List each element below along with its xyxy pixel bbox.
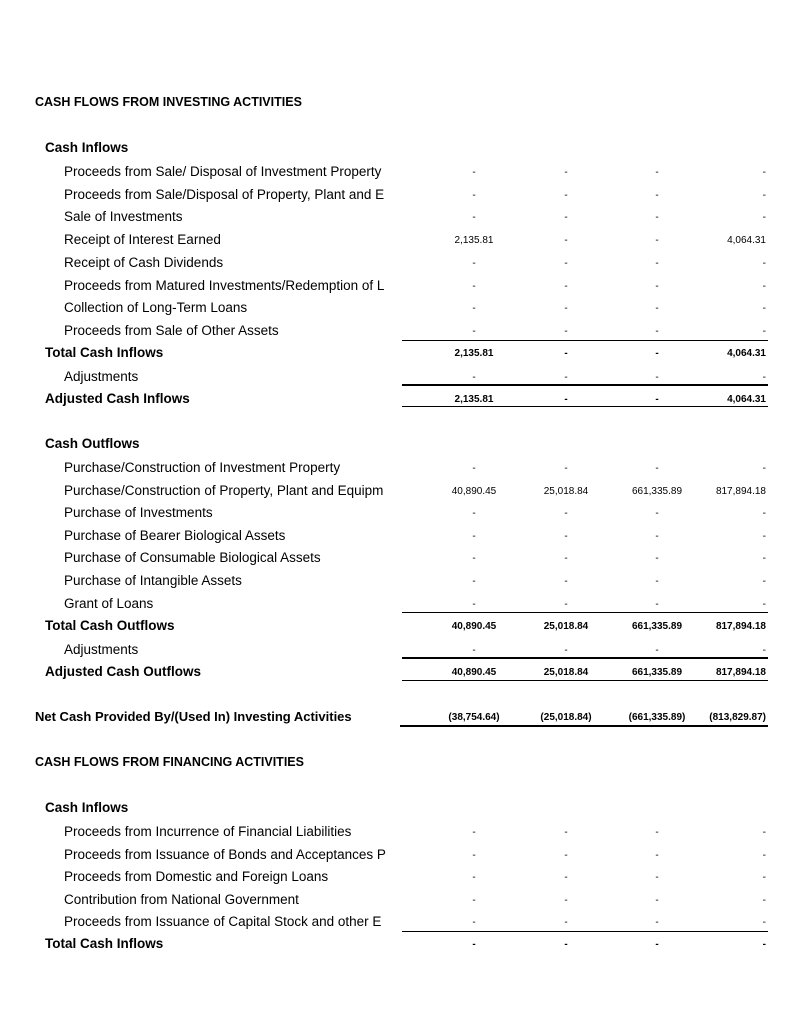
investing-outflows-total-row <box>0 615 788 637</box>
value-col-1: - <box>472 576 476 587</box>
value-col-2: - <box>564 325 568 337</box>
value-col-2: - <box>564 598 568 610</box>
value-col-1: 40,890.45 <box>451 621 497 632</box>
row-label: Contribution from National Government <box>64 891 299 907</box>
row-label: Adjusted Cash Inflows <box>45 391 190 406</box>
value-col-3: - <box>655 872 659 884</box>
value-col-1: - <box>472 508 476 520</box>
investing-outflows-header: Cash Outflows <box>45 436 140 451</box>
value-col-2: 25,018.84 <box>543 667 589 678</box>
value-col-4: - <box>762 280 766 292</box>
value-col-1: 2,135.81 <box>454 348 494 359</box>
value-col-1: - <box>472 325 476 337</box>
line-item-row <box>0 457 788 479</box>
value-col-3: - <box>655 553 659 565</box>
line-item-row <box>0 889 788 911</box>
value-col-3: - <box>655 212 659 224</box>
line-item-row <box>0 229 788 251</box>
row-label: Adjustments <box>64 642 139 657</box>
row-label: Purchase/Construction of Investment Property <box>64 460 341 475</box>
value-col-4: - <box>762 257 766 269</box>
value-col-2: - <box>564 530 568 542</box>
value-col-2: - <box>564 212 568 224</box>
row-label: Net Cash Provided By/(Used In) Investing Activities <box>35 709 352 724</box>
investing-inflows-header-row <box>0 137 788 159</box>
value-col-3: - <box>655 348 659 359</box>
financing-inflows-header: Cash Inflows <box>45 800 129 815</box>
investing-inflows-total-rule <box>402 340 768 341</box>
line-item-row <box>0 161 788 183</box>
value-col-3: - <box>655 303 659 315</box>
value-col-2: - <box>564 235 568 247</box>
value-col-2: 25,018.84 <box>543 621 589 632</box>
row-label: Purchase of Bearer Biological Assets <box>64 527 286 543</box>
row-label: Proceeds from Sale of Other Assets <box>64 322 279 338</box>
line-item-row <box>0 502 788 524</box>
row-label: Purchase of Consumable Biological Assets <box>64 550 321 566</box>
value-col-1: 40,890.45 <box>451 667 497 678</box>
value-col-4: - <box>762 917 766 929</box>
value-col-3: - <box>655 917 659 929</box>
value-col-2: - <box>564 280 568 292</box>
value-col-2: (25,018.84) <box>540 712 592 723</box>
row-label: Proceeds from Sale/Disposal of Property, Plant and E <box>64 186 385 202</box>
value-col-4: - <box>762 598 766 610</box>
value-col-3: - <box>655 645 659 656</box>
row-label: Receipt of Interest Earned <box>64 232 221 248</box>
line-item-row <box>0 570 788 592</box>
value-col-1: - <box>472 645 476 656</box>
value-col-4: - <box>762 553 766 565</box>
investing-net-underline <box>400 725 768 727</box>
value-col-4: 4,064.31 <box>727 348 766 359</box>
financing-inflows-total-row <box>0 933 788 955</box>
line-item-row <box>0 252 788 274</box>
row-label: Proceeds from Sale/ Disposal of Investment Property <box>64 164 382 179</box>
row-label: Purchase/Construction of Property, Plant and Equipm <box>64 482 384 498</box>
value-col-2: - <box>564 348 568 359</box>
value-col-1: - <box>472 303 476 315</box>
value-col-4: - <box>762 849 766 861</box>
row-label: Collection of Long-Term Loans <box>64 300 248 316</box>
value-col-1: - <box>472 167 476 178</box>
value-col-3: - <box>655 894 659 906</box>
row-label: Proceeds from Issuance of Capital Stock and other E <box>64 914 382 930</box>
investing-inflows-total-row <box>0 342 788 364</box>
value-col-2: - <box>564 394 568 405</box>
value-col-2: - <box>564 827 568 838</box>
value-col-3: 661,335.89 <box>631 621 683 632</box>
value-col-4: - <box>762 894 766 906</box>
line-item-row <box>0 480 788 502</box>
value-col-2: - <box>564 463 568 474</box>
value-col-3: 661,335.89 <box>631 667 683 678</box>
value-col-2: - <box>564 894 568 906</box>
financing-inflows-total-rule <box>402 931 768 932</box>
line-item-row <box>0 320 788 342</box>
value-col-3: - <box>655 598 659 610</box>
row-label: Adjustments <box>64 369 139 384</box>
value-col-3: - <box>655 235 659 247</box>
line-item-row <box>0 206 788 228</box>
value-col-3: (661,335.89) <box>628 712 686 723</box>
value-col-3: - <box>655 508 659 520</box>
value-col-3: - <box>655 257 659 269</box>
value-col-4: - <box>762 167 766 178</box>
value-col-2: - <box>564 167 568 178</box>
value-col-3: - <box>655 463 659 474</box>
value-col-1: - <box>472 827 476 838</box>
value-col-2: - <box>564 508 568 520</box>
row-label: Proceeds from Domestic and Foreign Loans <box>64 869 329 885</box>
value-col-4: 817,894.18 <box>715 667 766 678</box>
value-col-4: 4,064.31 <box>727 394 766 405</box>
row-label: Proceeds from Incurrence of Financial Liabilities <box>64 824 352 839</box>
investing-inflows-adjusted-rule <box>402 384 768 386</box>
value-col-3: - <box>655 530 659 542</box>
value-col-1: - <box>472 849 476 861</box>
value-col-4: - <box>762 508 766 520</box>
value-col-2: - <box>564 645 568 656</box>
financing-section-title: CASH FLOWS FROM FINANCING ACTIVITIES <box>35 755 304 769</box>
investing-inflows-adjusted-underline <box>402 406 768 407</box>
value-col-1: - <box>472 917 476 929</box>
investing-outflows-adjusted-rule <box>402 657 768 659</box>
value-col-1: - <box>472 280 476 292</box>
value-col-4: - <box>762 939 766 950</box>
investing-outflows-adjusted-underline <box>402 680 768 681</box>
value-col-1: - <box>472 872 476 884</box>
value-col-3: - <box>655 394 659 405</box>
value-col-1: - <box>472 939 476 950</box>
row-label: Sale of Investments <box>64 209 183 225</box>
value-col-4: - <box>762 325 766 337</box>
value-col-4: - <box>762 576 766 587</box>
value-col-1: - <box>472 894 476 906</box>
value-col-2: - <box>564 372 568 383</box>
value-col-2: - <box>564 872 568 884</box>
value-col-3: - <box>655 167 659 178</box>
row-label: Proceeds from Issuance of Bonds and Acceptances P <box>64 846 386 862</box>
value-col-2: - <box>564 576 568 587</box>
line-item-row <box>0 525 788 547</box>
investing-inflows-header: Cash Inflows <box>45 140 129 155</box>
row-label: Total Cash Inflows <box>45 345 164 360</box>
value-col-4: - <box>762 303 766 315</box>
value-col-1: - <box>472 463 476 474</box>
line-item-row <box>0 297 788 319</box>
row-label: Receipt of Cash Dividends <box>64 254 224 270</box>
value-col-4: - <box>762 872 766 884</box>
value-col-1: (38,754.64) <box>448 712 500 723</box>
value-col-3: - <box>655 189 659 201</box>
value-col-4: 817,894.18 <box>715 485 766 497</box>
value-col-3: - <box>655 939 659 950</box>
line-item-row <box>0 275 788 297</box>
value-col-2: 25,018.84 <box>543 485 589 497</box>
value-col-3: - <box>655 280 659 292</box>
value-col-3: 661,335.89 <box>631 485 683 497</box>
value-col-2: - <box>564 189 568 201</box>
value-col-2: - <box>564 553 568 565</box>
value-col-1: - <box>472 530 476 542</box>
value-col-1: 40,890.45 <box>451 485 497 497</box>
value-col-3: - <box>655 849 659 861</box>
value-col-2: - <box>564 917 568 929</box>
investing-outflows-total-rule <box>402 612 768 613</box>
value-col-2: - <box>564 303 568 315</box>
line-item-row <box>0 844 788 866</box>
value-col-1: - <box>472 189 476 201</box>
value-col-4: - <box>762 189 766 201</box>
row-label: Total Cash Outflows <box>45 618 175 633</box>
value-col-2: - <box>564 849 568 861</box>
value-col-3: - <box>655 827 659 838</box>
financing-inflows-header-row <box>0 797 788 819</box>
value-col-1: - <box>472 598 476 610</box>
value-col-1: - <box>472 257 476 269</box>
value-col-4: 4,064.31 <box>727 235 766 247</box>
row-label: Purchase of Intangible Assets <box>64 573 242 588</box>
row-label: Adjusted Cash Outflows <box>45 664 202 679</box>
value-col-4: - <box>762 827 766 838</box>
line-item-row <box>0 184 788 206</box>
value-col-4: - <box>762 212 766 224</box>
value-col-2: - <box>564 939 568 950</box>
value-col-4: - <box>762 645 766 656</box>
value-col-1: - <box>472 372 476 383</box>
value-col-4: - <box>762 372 766 383</box>
value-col-1: - <box>472 553 476 565</box>
row-label: Proceeds from Matured Investments/Redemption of L <box>64 277 385 293</box>
value-col-1: 2,135.81 <box>454 394 494 405</box>
value-col-3: - <box>655 576 659 587</box>
row-label: Grant of Loans <box>64 595 154 611</box>
row-label: Purchase of Investments <box>64 505 213 521</box>
row-label: Total Cash Inflows <box>45 936 164 951</box>
value-col-4: - <box>762 530 766 542</box>
investing-outflows-header-row <box>0 433 788 455</box>
value-col-4: (813,829.87) <box>709 712 766 723</box>
value-col-1: - <box>472 212 476 224</box>
value-col-2: - <box>564 257 568 269</box>
value-col-4: - <box>762 463 766 474</box>
value-col-4: 817,894.18 <box>715 621 766 632</box>
line-item-row <box>0 866 788 888</box>
investing-section-title: CASH FLOWS FROM INVESTING ACTIVITIES <box>35 95 302 109</box>
line-item-row <box>0 821 788 843</box>
value-col-1: 2,135.81 <box>454 235 494 247</box>
value-col-3: - <box>655 325 659 337</box>
value-col-3: - <box>655 372 659 383</box>
line-item-row <box>0 547 788 569</box>
